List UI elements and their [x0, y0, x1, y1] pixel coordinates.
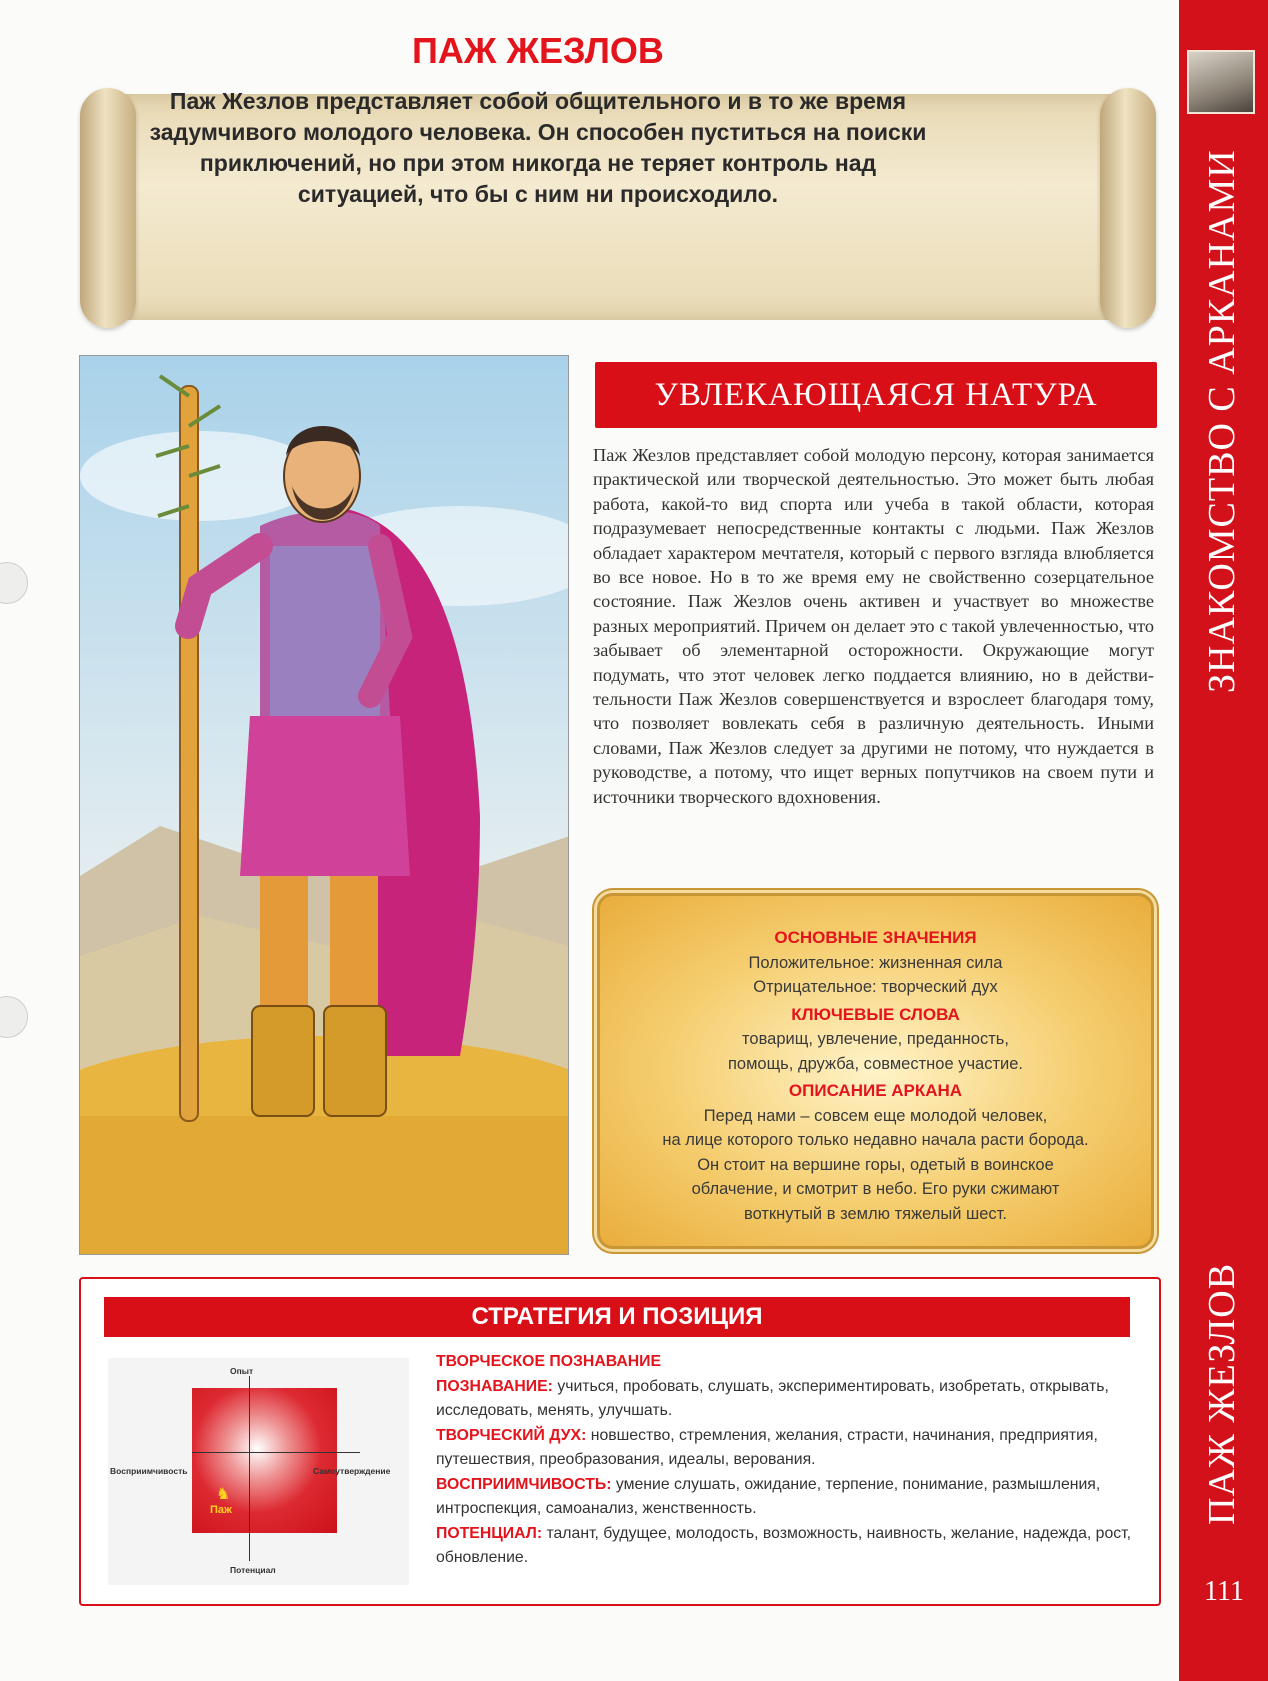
- strategy-desc: новшество, стремления, желания, страсти, начинания, предприятия, путешествия, преобразования, идеалы, верования.: [436, 1426, 1098, 1468]
- scroll-roll-right: [1100, 88, 1156, 328]
- section-header: [595, 362, 1157, 428]
- axis-label-right: Самоутверждение: [313, 1466, 391, 1476]
- strategy-term: ТВОРЧЕСКИЙ ДУХ:: [436, 1426, 587, 1444]
- section-body-paragraph: Паж Жезлов представляет собой молодую персону, которая занимается практической или творческой деятельностью. Это может быть любая работа, какой-то вид спорта или учеба в такой области, которая подразумевает непосредственные контакты с людьми. Паж Жезлов обладает характером мечтателя, который с первого взгляда влюбляется во все новое. Но в то же время ему не свойственно созерцательное состояние. Паж Жезлов очень активен и участвует во множестве разных мероприятий. Причем он делает это с такой увлеченностью, что забывает об элементарной осторожности. Окружающие могут подумать, что этот человек легко поддается влиянию, но в действительности Паж Жезлов совершенствуется и взрослеет благодаря тому, что позволяет вовлекать себя в различную деятельность. Иными словами, Паж Жезлов следует за другими не потому, что нуждается в руководстве, а потому, что ищет верных попутчиков на своем пути и источники творческого вдохновения.: [593, 445, 1154, 807]
- scroll-roll-left: [80, 88, 136, 328]
- diagram-axis-horizontal: [192, 1452, 360, 1453]
- description-line: Он стоит на вершине горы, одетый в воинское: [697, 1155, 1054, 1174]
- strategy-text: [436, 1350, 1136, 1571]
- axis-label-top: Опыт: [230, 1366, 254, 1376]
- strategy-term: ПОЗНАВАНИЕ:: [436, 1377, 553, 1395]
- strategy-header: [104, 1297, 1130, 1337]
- page-marker-icon: ♞: [216, 1486, 231, 1503]
- strategy-item: [436, 1522, 1136, 1571]
- position-diagram: [108, 1358, 409, 1585]
- negative-meaning: Отрицательное: творческий дух: [753, 978, 998, 996]
- section-body: [593, 443, 1154, 809]
- strategy-item: [436, 1424, 1136, 1473]
- strategy-item: [436, 1473, 1136, 1522]
- axis-label-bottom: Потенциал: [230, 1565, 276, 1575]
- description-line: на лице которого только недавно начала расти борода.: [662, 1131, 1089, 1149]
- strategy-term: ВОСПРИИМЧИВОСТЬ:: [436, 1475, 612, 1493]
- main-meanings-heading: ОСНОВНЫЕ ЗНАЧЕНИЯ: [774, 928, 977, 947]
- keywords-heading: КЛЮЧЕВЫЕ СЛОВА: [791, 1004, 960, 1024]
- page-title: ПАЖ ЖЕЗЛОВ: [412, 30, 664, 71]
- description-line: облачение, и смотрит в небо. Его руки сжимают: [691, 1180, 1060, 1198]
- band-thumbnail: [1187, 50, 1255, 114]
- page-marker-label: Паж: [210, 1504, 232, 1516]
- keywords-line: помощь, дружба, совместное участие.: [727, 1054, 1024, 1073]
- keywords-line: товарищ, увлечение, преданность,: [742, 1030, 1009, 1048]
- strategy-header-text: СТРАТЕГИЯ И ПОЗИЦИЯ: [471, 1303, 763, 1330]
- description-line: воткнутый в землю тяжелый шест.: [743, 1204, 1007, 1223]
- binder-hole: [0, 996, 28, 1038]
- strategy-desc: умение слушать, ожидание, терпение, понимание, размышления, интроспекция, самоанализ, женственность.: [436, 1475, 1101, 1517]
- strategy-desc: талант, будущее, молодость, возможность, наивность, желание, надежда, рост, обновление.: [436, 1524, 1132, 1566]
- section-header-text: УВЛЕКАЮЩАЯСЯ НАТУРА: [654, 377, 1098, 413]
- description-line: Перед нами – совсем еще молодой человек,: [703, 1106, 1048, 1125]
- arcana-description-heading: ОПИСАНИЕ АРКАНА: [788, 1081, 963, 1100]
- positive-meaning: Положительное: жизненная сила: [748, 953, 1003, 972]
- intro-text: Паж Жезлов представляет собой общительного и в то же время задумчивого молодого человека. Он способен пуститься на поиски приключений, но при этом никогда не теряет контроль над ситуацией, что бы с ним ни происходило.: [149, 88, 927, 207]
- binder-hole: [0, 562, 28, 604]
- strategy-desc: учиться, пробовать, слушать, экспериментировать, изобретать, открывать, исследовать, менять, улучшать.: [436, 1377, 1109, 1419]
- band-card-title: ПАЖ ЖЕЗЛОВ: [1201, 1262, 1243, 1525]
- diagram-axis-vertical: [249, 1376, 250, 1561]
- page-of-wands-image: [80, 356, 569, 1255]
- strategy-item: [436, 1375, 1136, 1424]
- meanings-box-content: [617, 923, 1134, 1226]
- page-number: 111: [1204, 1576, 1244, 1607]
- axis-label-left: Восприимчивость: [110, 1466, 188, 1476]
- card-illustration: [79, 355, 569, 1255]
- meanings-box: [597, 893, 1154, 1249]
- band-section-title: ЗНАКОМСТВО С АРКАНАМИ: [1201, 149, 1243, 693]
- strategy-title: ТВОРЧЕСКОЕ ПОЗНАВАНИЕ: [436, 1353, 662, 1370]
- strategy-term: ПОТЕНЦИАЛ:: [436, 1524, 543, 1542]
